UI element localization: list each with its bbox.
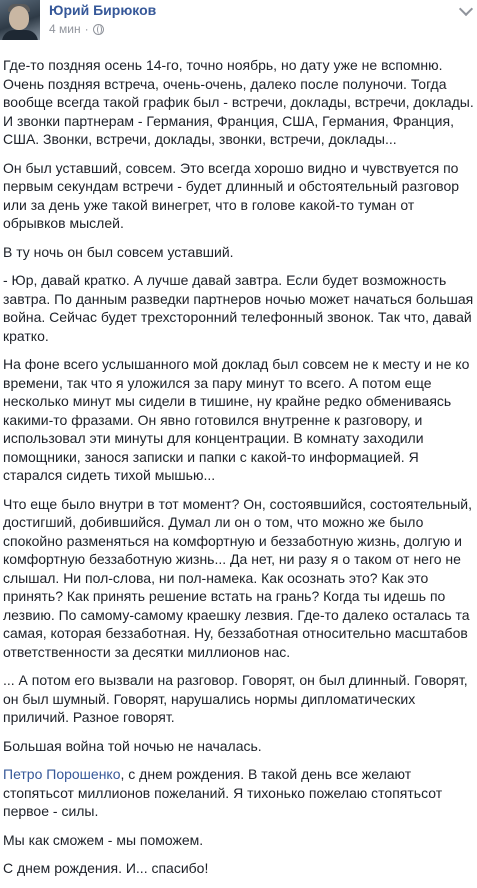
chevron-down-icon[interactable] [459, 2, 473, 16]
globe-icon[interactable] [93, 24, 104, 35]
post-body [3, 56, 474, 888]
paragraph: - Юр, давай кратко. А лучше давай завтра. Если будет возможность завтра. По данным разведки партнеров ночью может начаться большая война. Сейчас будет трехсторонний телефонный звонок. Так что, давай кратко. [3, 272, 474, 344]
author-name[interactable]: Юрий Бирюков [49, 2, 157, 18]
paragraph: Мы как сможем - мы поможем. [3, 831, 204, 848]
avatar[interactable] [0, 0, 40, 40]
paragraph: С днем рождения. И... спасибо! [3, 860, 209, 876]
paragraph: ... А потом его вызвали на разговор. Говорят, он был длинный. Говорят, он был шумный. Говорят, нарушались нормы дипломатических приличий. Разное говорят. [3, 672, 468, 725]
meta-separator: · [84, 22, 89, 36]
mention-link[interactable]: Петро Порошенко [3, 766, 121, 782]
paragraph: Он был уставший, совсем. Это всегда хорошо видно и чувствуется по первым секундам встречи - будет длинный и обстоятельный разговор или за день уже такой винегрет, что в голове какой-то туман от обрывков мыслей. [3, 159, 460, 231]
post-meta [49, 22, 104, 36]
post-header [0, 0, 477, 50]
paragraph-text: , с днем рождения. В такой день все желают стопятьсот миллионов пожеланий. Я тихонько пожелаю стопятьсот первое - силы. [3, 766, 443, 819]
paragraph [3, 765, 474, 821]
post-timestamp[interactable]: 4 мин [49, 22, 81, 36]
paragraph: Большая война той ночью не началась. [3, 737, 262, 754]
paragraph: Что еще было внутри в тот момент? Он, состоявшийся, состоятельный, достигший, добившийся. Думал ли он о том, что можно же было спокойно разменяться на комфортную и беззаботную жизнь, долгую и комфортную беззаботную жизнь... Да нет, ни разу я о таком от него не слышал. Ни пол-слова, ни пол-намека. Как осознать это? Как это принять? Как принять решение встать на грань? Когда ты идешь по лезвию. По самому-самому краешку лезвия. Где-то далеко осталась та самая, которая беззаботная. Ну, беззаботная относительно масштабов ответственности за десятки миллионов нас. [3, 495, 472, 660]
paragraph: Где-то поздняя осень 14-го, точно ноябрь, но дату уже не вспомню. Очень поздняя встреча, очень-очень, далеко после полуночи. Тогда вообще всегда такой график был - встречи, доклады, встречи, доклады. И звонки партнерам - Германия, Франция, США, Германия, Франция, США. Звонки, встречи, доклады, звонки, встречи, доклады... [3, 57, 474, 147]
paragraph: На фоне всего услышанного мой доклад был совсем не к месту и не ко времени, так что я уложился за пару минут то всего. А потом еще несколько минут мы сидели в тишине, ну крайне редко обмениваясь какими-то фразами. Он явно готовился внутренне к разговору, и использовал эти минуты для концентрации. В комнату заходили помощники, занося записки и папки с какой-то информацией. Я старался сидеть тихой мышью... [3, 356, 470, 483]
paragraph: В ту ночь он был совсем уставший. [3, 243, 234, 260]
